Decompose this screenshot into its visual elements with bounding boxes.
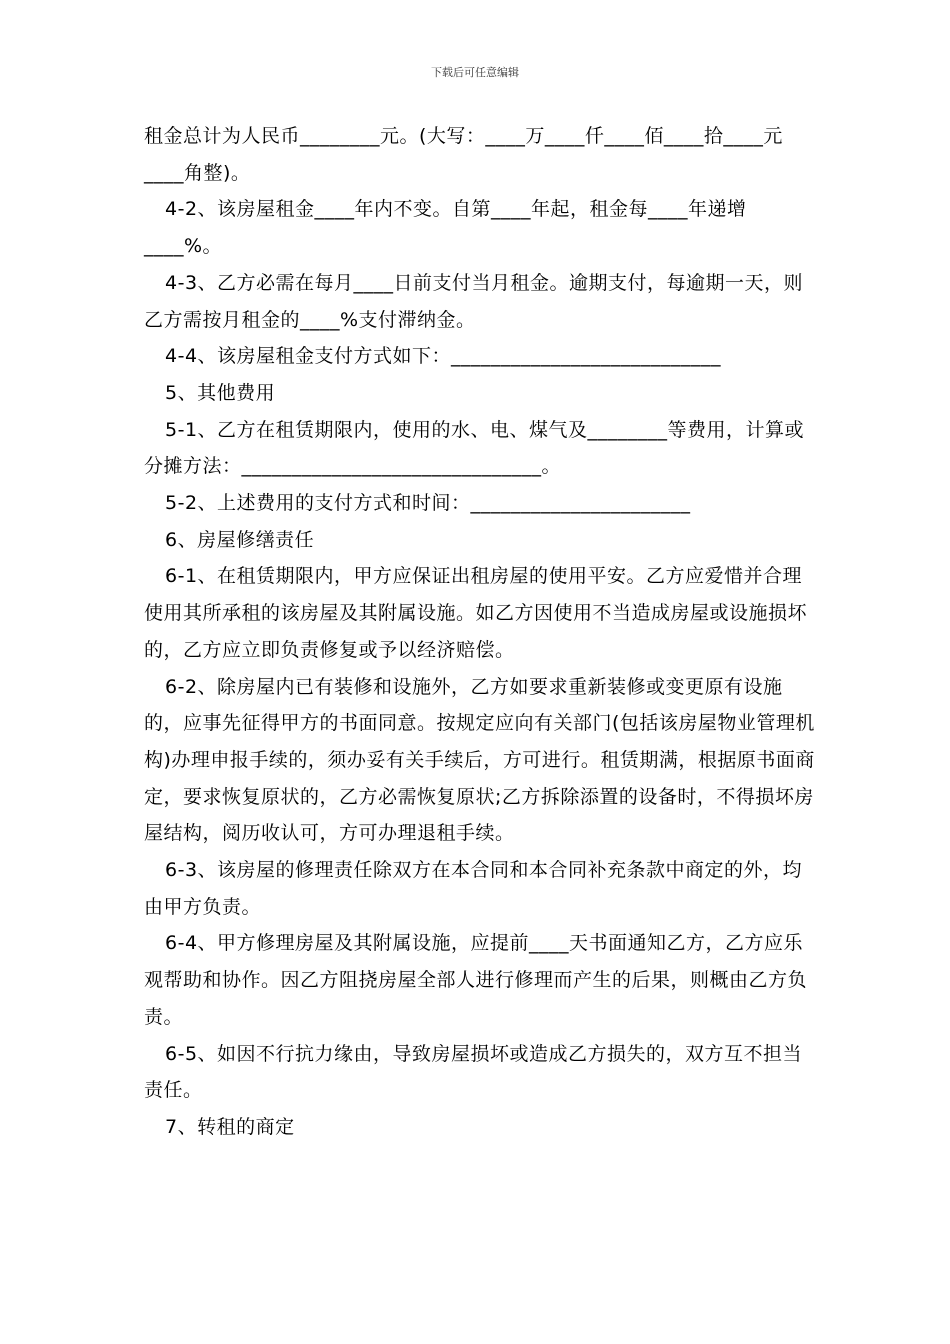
contract-body [144,118,816,1146]
paragraph-4-4: 4-4、该房屋租金支付方式如下：___________________________ [165,345,722,368]
paragraph-rent-total: 租金总计为人民币________元。(大写：____万____仟____佰____拾____元____角整)。 [144,125,783,184]
paragraph-4-2: 4-2、该房屋租金____年内不变。自第____年起，租金每____年递增____%。 [144,198,747,258]
paragraph-4-3: 4-3、乙方必需在每月____日前支付当月租金。逾期支付，每逾期一天，则乙方需按月租金的____%支付滞纳金。 [144,271,804,331]
section-heading-6: 6、房屋修缮责任 [165,528,315,551]
paragraph-6-3: 6-3、该房屋的修理责任除双方在本合同和本合同补充条款中商定的外，均由甲方负责。 [144,859,803,918]
paragraph-6-4: 6-4、甲方修理房屋及其附属设施，应提前____天书面通知乙方，乙方应乐观帮助和协作。因乙方阻挠房屋全部人进行修理而产生的后果，则概由乙方负责。 [144,932,808,1028]
paragraph-6-1: 6-1、在租赁期限内，甲方应保证出租房屋的使用平安。乙方应爱惜并合理使用其所承租的该房屋及其附属设施。如乙方因使用不当造成房屋或设施损坏的，乙方应立即负责修复或予以经济赔偿。 [144,565,808,661]
paragraph-6-5: 6-5、如因不行抗力缘由，导致房屋损坏或造成乙方损失的，双方互不担当责任。 [144,1042,803,1102]
paragraph-5-1: 5-1、乙方在租赁期限内，使用的水、电、煤气及________等费用，计算或分摊方法：______________________________。 [144,418,805,478]
page-header-note: 下载后可任意编辑 [431,66,519,79]
section-heading-7: 7、转租的商定 [165,1115,295,1138]
section-heading-5: 5、其他费用 [165,381,276,404]
paragraph-5-2: 5-2、上述费用的支付方式和时间：______________________ [165,492,691,515]
paragraph-6-2: 6-2、除房屋内已有装修和设施外，乙方如要求重新装修或变更原有设施的，应事先征得甲方的书面同意。按规定应向有关部门(包括该房屋物业管理机构)办理申报手续的，须办妥有关手续后，方可进行。租赁期满，根据原书面商定，要求恢复原状的，乙方必需恢复原状;乙方拆除添置的设备时，不得损坏房屋结构，阅历收认可，方可办理退租手续。 [144,675,815,845]
